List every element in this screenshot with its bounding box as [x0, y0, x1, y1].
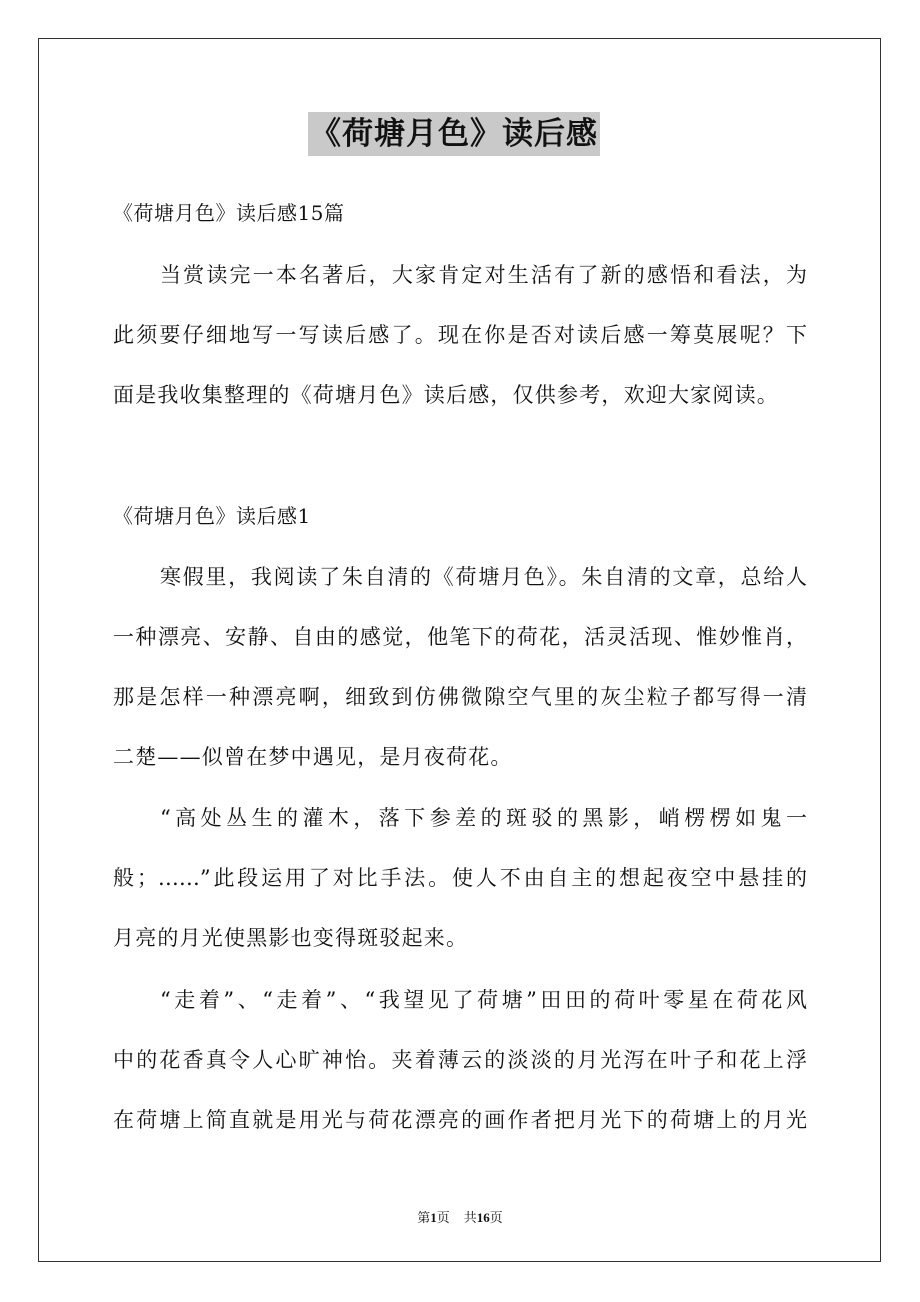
- page-footer: [0, 1207, 920, 1226]
- footer-page-prefix: 第: [417, 1210, 431, 1225]
- footer-total-pages: 16: [476, 1210, 490, 1225]
- section-heading: 《荷塘月色》读后感1: [113, 504, 311, 528]
- intro-line-1: 当赏读完一本名著后，大家肯定对生活有了新的感悟和看法，为: [160, 263, 807, 287]
- paragraph3-line-1: “走着”、“走着”、“我望见了荷塘”田田的荷叶零星在荷花风: [160, 988, 807, 1012]
- intro-line-3: 面是我收集整理的《荷塘月色》读后感，仅供参考，欢迎大家阅读。: [113, 383, 779, 407]
- footer-page-number: 1: [430, 1210, 437, 1225]
- paragraph1-line-2: 一种漂亮、安静、自由的感觉，他笔下的荷花，活灵活现、惟妙惟肖，: [113, 625, 807, 649]
- paragraph1-line-4: 二楚——似曾在梦中遇见，是月夜荷花。: [113, 745, 513, 769]
- paragraph1-line-1: 寒假里，我阅读了朱自清的《荷塘月色》。朱自清的文章，总给人: [160, 565, 807, 589]
- document-title: 《荷塘月色》读后感: [308, 112, 600, 156]
- footer-total-suffix: 页: [489, 1210, 503, 1225]
- footer-page-suffix: 页: [436, 1210, 450, 1225]
- paragraph3-line-3: 在荷塘上简直就是用光与荷花漂亮的画作者把月光下的荷塘上的月光: [113, 1108, 807, 1132]
- paragraph2-line-3: 月亮的月光使黑影也变得斑驳起来。: [113, 926, 469, 950]
- paragraph2-line-2: 般；……”此段运用了对比手法。使人不由自主的想起夜空中悬挂的: [113, 866, 807, 890]
- footer-total-prefix: 共: [463, 1210, 477, 1225]
- intro-line-2: 此须要仔细地写一写读后感了。现在你是否对读后感一筹莫展呢？下: [113, 323, 807, 347]
- paragraph3-line-2: 中的花香真令人心旷神怡。夹着薄云的淡淡的月光泻在叶子和花上浮: [113, 1048, 807, 1072]
- paragraph2-line-1: “高处丛生的灌木，落下参差的斑驳的黑影，峭楞楞如鬼一: [160, 806, 807, 830]
- paragraph1-line-3: 那是怎样一种漂亮啊，细致到仿佛微隙空气里的灰尘粒子都写得一清: [113, 685, 807, 709]
- document-subtitle: 《荷塘月色》读后感15篇: [113, 201, 345, 225]
